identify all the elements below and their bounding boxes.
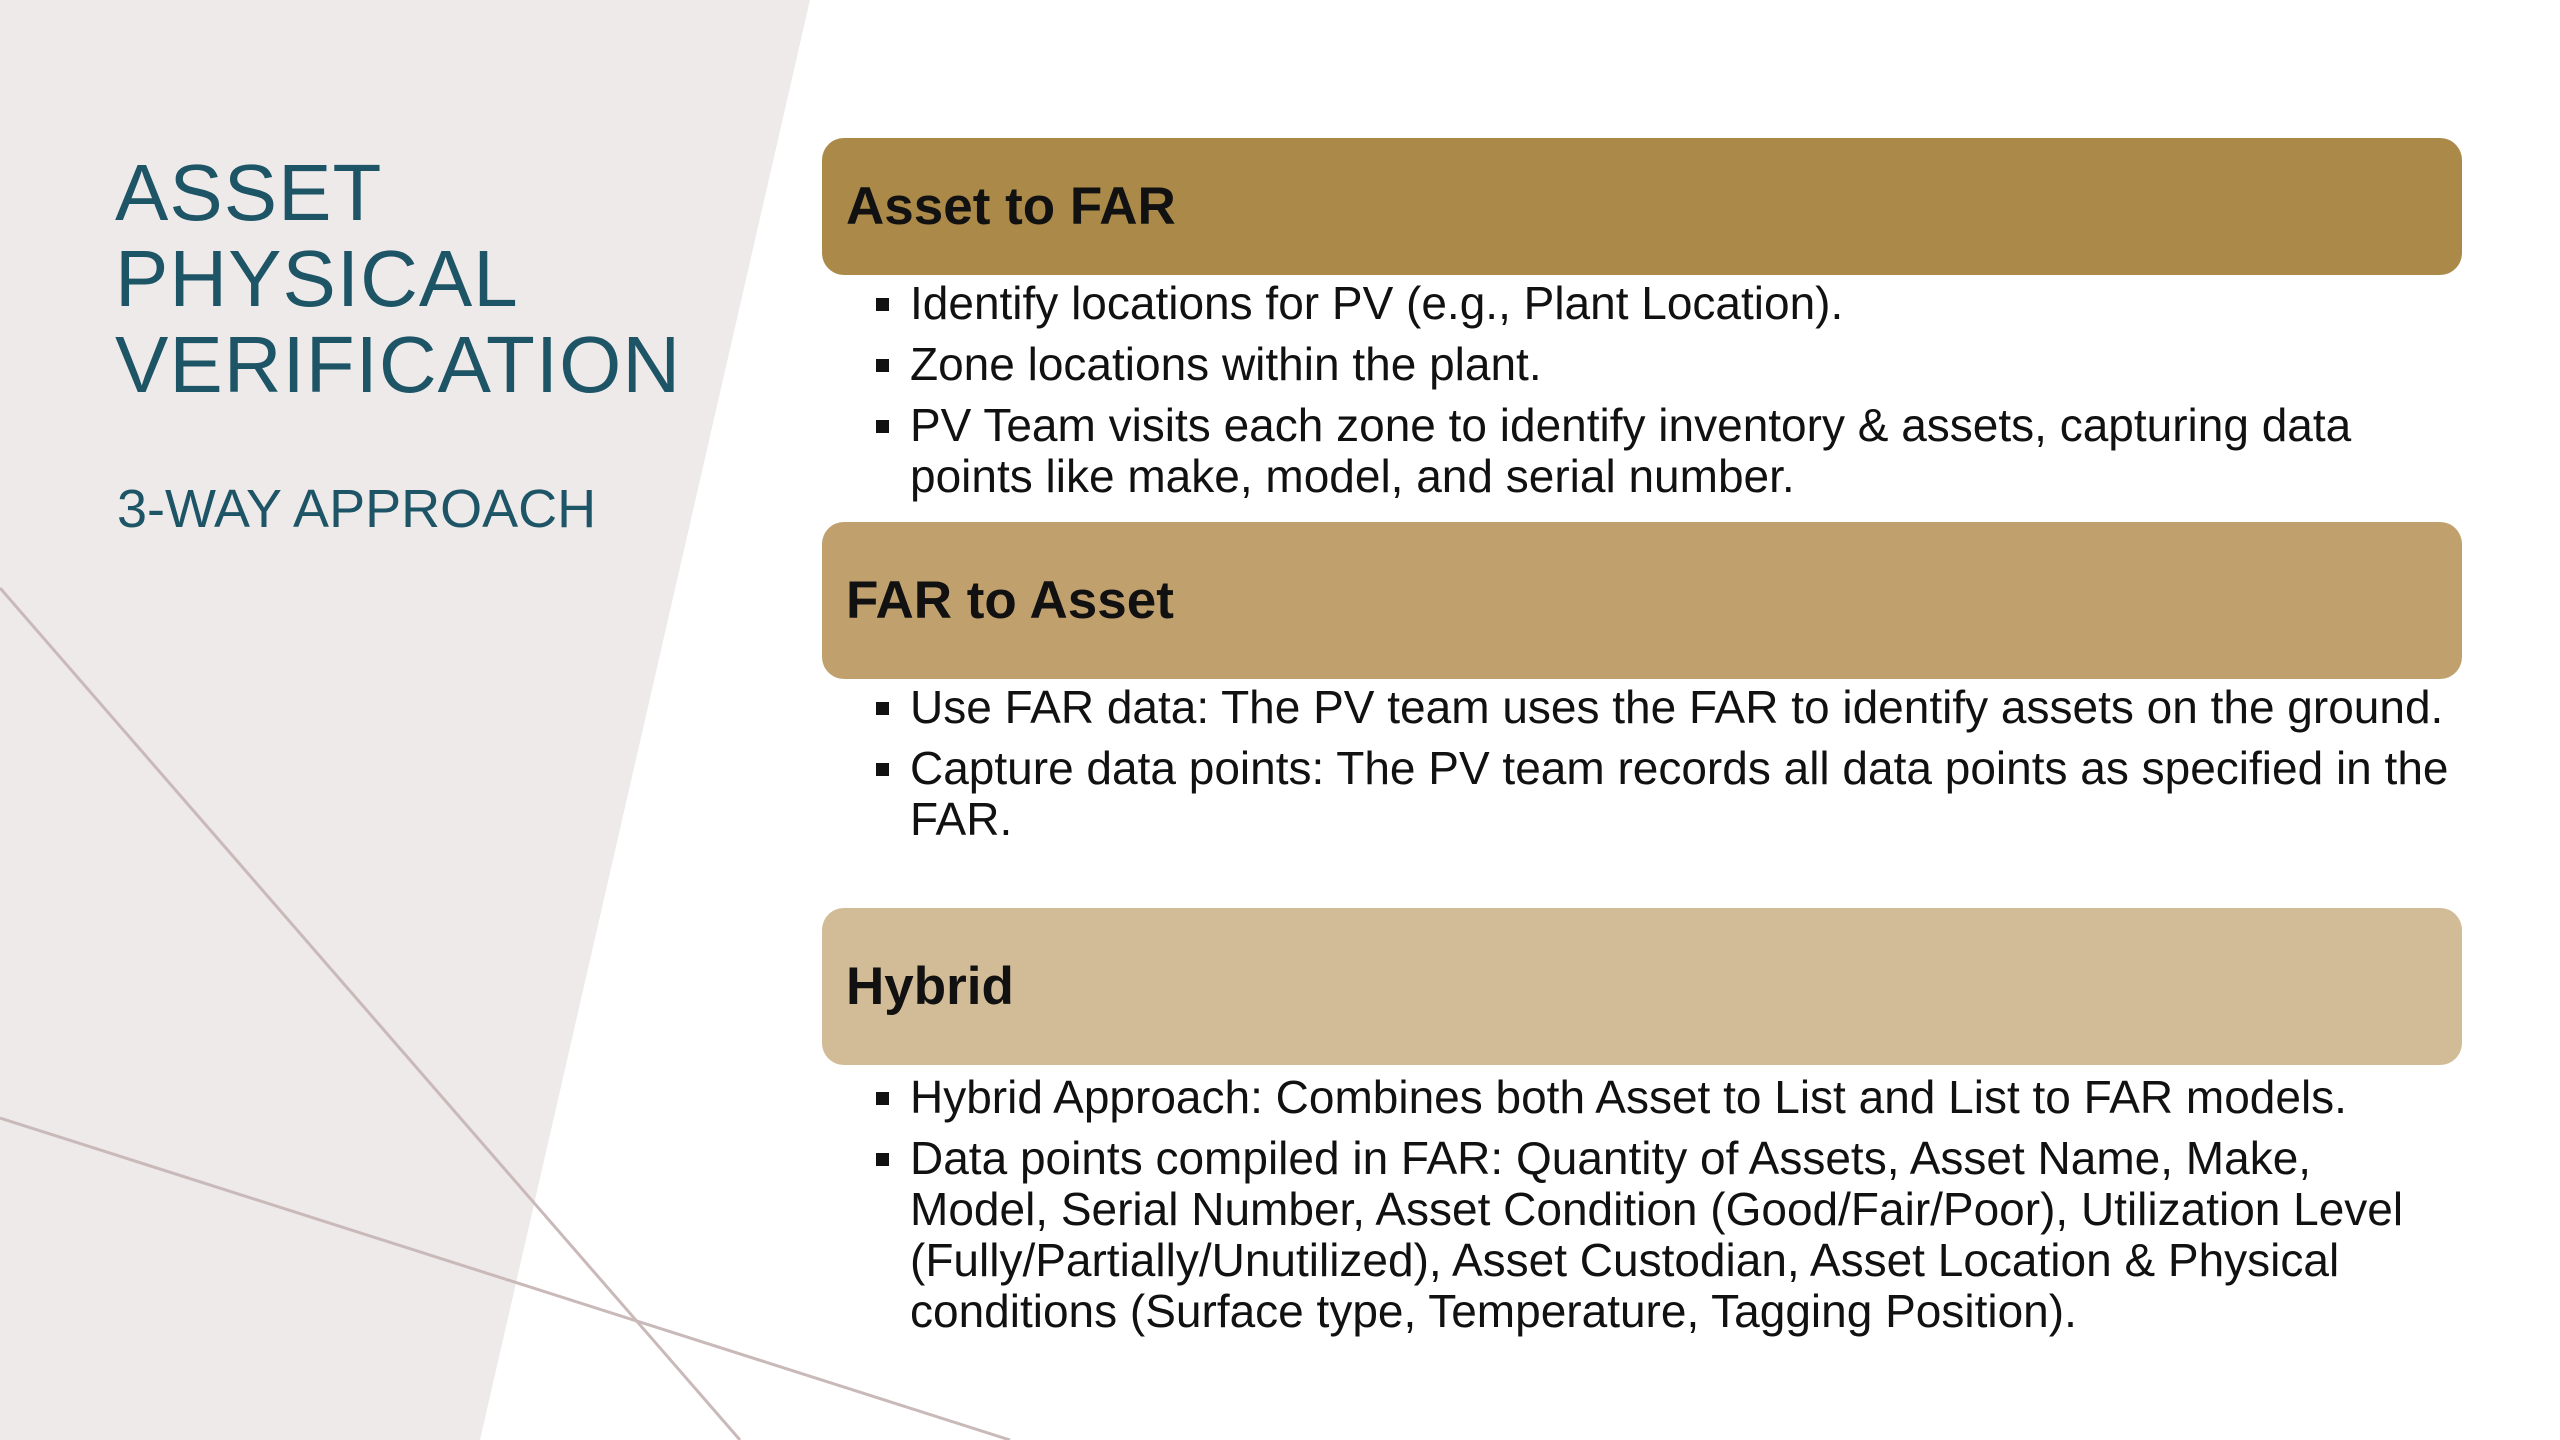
list-item: Data points compiled in FAR: Quantity of Assets, Asset Name, Make, Model, Serial Number, Asset Condition (Good/Fair/Poor), Utilization Level (Fully/Partially/Unutilized), Asset Custodian, Asset Location & Physical conditions (Surface type, Temperature, Tagging Position). — [876, 1133, 2456, 1337]
list-item: Zone locations within the plant. — [876, 339, 2456, 390]
bullet-list-asset-to-far — [876, 278, 2456, 512]
bullet-list-far-to-asset — [876, 682, 2456, 855]
list-item: Use FAR data: The PV team uses the FAR to identify assets on the ground. — [876, 682, 2456, 733]
subtitle: 3-WAY APPROACH — [117, 479, 597, 539]
list-item: Capture data points: The PV team records all data points as specified in the FAR. — [876, 743, 2456, 845]
title-line: PHYSICAL — [115, 234, 519, 323]
list-item: Identify locations for PV (e.g., Plant Location). — [876, 278, 2456, 329]
list-item: Hybrid Approach: Combines both Asset to List and List to FAR models. — [876, 1072, 2456, 1123]
section-header-asset-to-far: Asset to FAR — [822, 138, 2462, 275]
title-line: VERIFICATION — [115, 320, 682, 409]
section-header-hybrid: Hybrid — [822, 908, 2462, 1065]
page-title — [115, 150, 735, 408]
list-item: PV Team visits each zone to identify inventory & assets, capturing data points like make, model, and serial number. — [876, 400, 2456, 502]
section-header-far-to-asset: FAR to Asset — [822, 522, 2462, 679]
title-line: ASSET — [115, 148, 383, 237]
slide-title — [115, 150, 735, 408]
bullet-list-hybrid — [876, 1072, 2456, 1347]
